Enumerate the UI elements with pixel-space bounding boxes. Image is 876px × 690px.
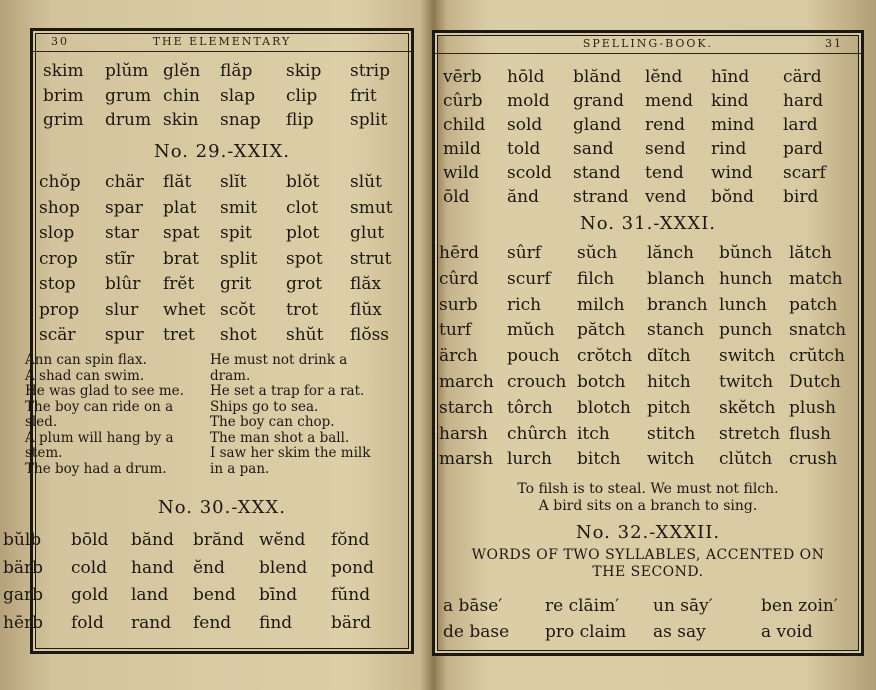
word-cell: whet	[163, 299, 206, 320]
word-cell: fŭnd	[331, 585, 371, 605]
word-cell: harsh	[439, 423, 488, 444]
word-cell: sûrf	[507, 243, 542, 263]
word-cell: told	[507, 139, 541, 159]
word-cell: ben zoin′	[761, 596, 838, 616]
lesson-31-note-line-2: A bird sits on a branch to sing.	[538, 498, 758, 514]
word-cell: scarf	[783, 163, 826, 183]
word-cell: cûrb	[443, 91, 483, 111]
word-cell: crŭtch	[789, 346, 845, 367]
word-cell: stretch	[719, 423, 781, 444]
word-cell: clŭtch	[719, 449, 773, 470]
word-cell: scŏt	[220, 299, 256, 320]
word-cell: cärd	[783, 67, 822, 87]
word-cell: fend	[193, 612, 232, 633]
word-cell: flăx	[350, 274, 382, 294]
word-cell: clot	[286, 197, 319, 218]
word-cell: frĕt	[163, 274, 195, 294]
word-cell: chŏp	[39, 172, 81, 192]
word-cell: branch	[647, 294, 708, 315]
word-cell: starch	[439, 397, 494, 418]
word-cell: mŭch	[507, 320, 555, 341]
word-cell: tôrch	[507, 397, 553, 418]
word-cell: spar	[105, 197, 143, 218]
word-cell: re clāim′	[545, 596, 620, 616]
word-cell: rich	[507, 294, 542, 315]
word-cell: bend	[193, 585, 236, 605]
word-cell: itch	[577, 423, 610, 444]
word-cell: ănd	[507, 187, 539, 207]
lesson-29-word-table	[39, 170, 410, 349]
word-cell: skip	[286, 61, 322, 81]
word-cell: switch	[719, 346, 776, 367]
word-cell: mend	[645, 91, 694, 111]
left-running-head: THE ELEMENTARY	[152, 35, 292, 48]
word-cell: tret	[163, 325, 195, 345]
word-cell: skim	[43, 61, 84, 81]
word-cell: land	[131, 585, 169, 605]
word-cell: rend	[645, 115, 686, 135]
word-cell: slop	[39, 223, 75, 243]
word-cell: prop	[39, 299, 80, 320]
word-cell: scurf	[507, 268, 551, 289]
word-cell: mild	[443, 139, 481, 159]
word-cell: as say	[653, 622, 706, 642]
word-cell: scold	[507, 163, 552, 183]
word-cell: blend	[259, 557, 308, 578]
word-cell: lătch	[789, 243, 832, 263]
word-cell: cold	[71, 557, 108, 578]
left-page	[0, 0, 422, 690]
word-cell: flŏss	[350, 325, 390, 345]
word-cell: plŭm	[105, 61, 149, 81]
word-cell: pond	[331, 557, 374, 578]
word-cell: rind	[711, 139, 747, 159]
word-cell: dĭtch	[647, 346, 691, 367]
word-cell: slap	[220, 85, 256, 106]
lesson-32-heading: No. 32.-XXXII.	[575, 522, 721, 543]
word-cell: turf	[439, 320, 472, 341]
left-page-number: 30	[51, 35, 69, 48]
word-cell: flip	[286, 110, 314, 130]
word-cell: slŭt	[350, 172, 382, 192]
word-cell: lurch	[507, 449, 552, 470]
right-top-word-table	[443, 65, 849, 209]
lesson-31-word-table	[439, 241, 861, 473]
word-cell: pro claim	[545, 622, 627, 642]
word-cell: sand	[573, 139, 614, 159]
word-cell: chin	[163, 85, 200, 106]
lesson-31-note-line-1: To filsh is to steal. We must not filch.	[517, 481, 779, 497]
word-cell: pard	[783, 139, 824, 159]
word-cell: bärb	[3, 557, 44, 578]
word-cell: lănch	[647, 243, 694, 263]
word-cell: grum	[105, 85, 152, 106]
word-cell: pătch	[577, 320, 626, 341]
word-cell: find	[259, 612, 293, 633]
word-cell: shot	[220, 325, 257, 345]
word-cell: fold	[71, 612, 104, 633]
word-cell: hērb	[3, 612, 44, 633]
word-cell: split	[220, 248, 258, 269]
lesson-29-heading: No. 29.-XXIX.	[153, 141, 291, 162]
word-cell: stand	[573, 163, 621, 183]
word-cell: wĕnd	[259, 530, 306, 550]
word-cell: flŭx	[350, 299, 382, 320]
word-cell: blotch	[577, 397, 631, 418]
word-cell: botch	[577, 371, 626, 392]
word-cell: cûrd	[439, 268, 479, 289]
lesson-30-word-table	[3, 527, 393, 637]
word-cell: Dutch	[789, 371, 841, 392]
word-cell: blanch	[647, 268, 705, 289]
word-cell: kind	[711, 91, 749, 111]
word-cell: patch	[789, 294, 838, 315]
word-cell: tend	[645, 163, 684, 183]
word-cell: punch	[719, 320, 773, 341]
word-cell: wind	[711, 163, 753, 183]
word-cell: pouch	[507, 346, 560, 367]
word-cell: gland	[573, 115, 622, 135]
lesson-32-caption-line-1: WORDS OF TWO SYLLABLES, ACCENTED ON	[471, 547, 825, 563]
word-cell: marsh	[439, 449, 494, 470]
word-cell: bŏnd	[711, 187, 754, 207]
word-cell: surb	[439, 294, 478, 315]
word-cell: slur	[105, 299, 139, 320]
word-cell: shop	[39, 197, 80, 218]
word-cell: ĕnd	[193, 557, 225, 578]
right-page	[426, 0, 876, 690]
word-cell: ōld	[443, 187, 470, 207]
word-cell: star	[105, 223, 139, 243]
word-cell: shŭt	[286, 325, 324, 345]
word-cell: bitch	[577, 449, 621, 470]
word-cell: smut	[350, 197, 393, 218]
word-cell: bănd	[131, 530, 174, 550]
word-cell: milch	[577, 294, 625, 315]
word-cell: crŏtch	[577, 346, 633, 367]
word-cell: strand	[573, 187, 629, 207]
word-cell: stanch	[647, 320, 705, 341]
word-cell: snatch	[789, 320, 847, 341]
word-cell: mold	[507, 91, 550, 111]
word-cell: blănd	[573, 67, 622, 87]
word-cell: lard	[783, 115, 818, 135]
word-cell: snap	[220, 110, 261, 130]
word-cell: smit	[220, 197, 258, 218]
word-cell: glut	[350, 223, 385, 243]
sentences-left-column: Ann can spin flax. A shad can swim. He was glad to see me. The boy can ride on a sled. A plum will hang by a stem. The boy had a drum.	[25, 352, 184, 477]
word-cell: hitch	[647, 371, 691, 392]
word-cell: skin	[163, 110, 199, 130]
word-cell: skĕtch	[719, 397, 776, 418]
lesson-32-caption-line-2: THE SECOND.	[592, 564, 704, 580]
word-cell: spit	[220, 223, 252, 243]
word-cell: sŭch	[577, 243, 618, 263]
word-cell: grand	[573, 91, 624, 111]
word-cell: mind	[711, 115, 755, 135]
word-cell: drum	[105, 110, 152, 130]
word-cell: hōld	[507, 67, 545, 87]
word-cell: un sāy′	[653, 596, 713, 616]
right-running-head: SPELLING-BOOK.	[582, 37, 714, 50]
word-cell: plush	[789, 397, 836, 418]
right-page-frame	[432, 30, 864, 656]
word-cell: chûrch	[507, 423, 568, 444]
word-cell: crouch	[507, 371, 567, 392]
word-cell: spot	[286, 248, 323, 269]
word-cell: clip	[286, 85, 318, 106]
word-cell: vērb	[443, 67, 482, 87]
right-running-header	[435, 35, 861, 54]
word-cell: rand	[131, 612, 172, 633]
word-cell: a bāse′	[443, 596, 503, 616]
word-cell: twitch	[719, 371, 774, 392]
lesson-29-sentences	[25, 353, 400, 477]
word-cell: ärch	[439, 346, 478, 367]
word-cell: hērd	[439, 243, 480, 263]
word-cell: crop	[39, 248, 78, 269]
word-cell: a void	[761, 622, 813, 642]
word-cell: bīnd	[259, 585, 298, 605]
word-cell: blŏt	[286, 172, 320, 192]
word-cell: bird	[783, 187, 819, 207]
word-cell: flush	[789, 423, 831, 444]
left-top-word-table	[43, 59, 410, 133]
word-cell: hard	[783, 91, 824, 111]
lesson-31-heading: No. 31.-XXXI.	[579, 213, 717, 234]
word-cell: strip	[350, 61, 391, 81]
word-cell: sold	[507, 115, 543, 135]
word-cell: lunch	[719, 294, 767, 315]
right-page-number: 31	[825, 37, 843, 50]
word-cell: fŏnd	[331, 530, 370, 550]
sentences-right-column: He must not drink a dram. He set a trap for a rat. Ships go to sea. The boy can chop. The man shot a ball. I saw her skim the milk in a pan.	[210, 352, 371, 477]
left-running-header	[33, 33, 411, 52]
word-cell: brim	[43, 85, 84, 106]
word-cell: flăp	[220, 61, 253, 81]
word-cell: hīnd	[711, 67, 750, 87]
word-cell: scär	[39, 325, 76, 345]
word-cell: stitch	[647, 423, 696, 444]
word-cell: hunch	[719, 268, 773, 289]
word-cell: vend	[645, 187, 687, 207]
word-cell: garb	[3, 585, 44, 605]
left-page-frame	[3, 28, 414, 654]
word-cell: march	[439, 371, 494, 392]
word-cell: split	[350, 110, 388, 130]
word-cell: strut	[350, 248, 392, 269]
word-cell: trot	[286, 299, 319, 320]
word-cell: pitch	[647, 397, 691, 418]
word-cell: stop	[39, 274, 76, 294]
word-cell: glĕn	[163, 61, 201, 81]
word-cell: child	[443, 115, 486, 135]
word-cell: bŭnch	[719, 243, 773, 263]
lesson-32-word-table	[443, 593, 857, 645]
word-cell: grim	[43, 110, 84, 130]
word-cell: stĩr	[105, 248, 135, 269]
word-cell: gold	[71, 585, 109, 605]
word-cell: witch	[647, 449, 695, 470]
word-cell: spat	[163, 223, 200, 243]
word-cell: frit	[350, 85, 377, 106]
word-cell: brat	[163, 248, 199, 269]
word-cell: slĭt	[220, 172, 247, 192]
word-cell: brănd	[193, 530, 244, 550]
word-cell: grit	[220, 274, 252, 294]
word-cell: plot	[286, 223, 320, 243]
word-cell: match	[789, 268, 843, 289]
word-cell: de base	[443, 622, 510, 642]
word-cell: bōld	[71, 530, 109, 550]
word-cell: plat	[163, 197, 197, 218]
word-cell: grot	[286, 274, 323, 294]
word-cell: crush	[789, 449, 838, 470]
word-cell: hand	[131, 557, 174, 578]
word-cell: bärd	[331, 612, 372, 633]
word-cell: chär	[105, 172, 144, 192]
word-cell: spur	[105, 325, 144, 345]
word-cell: send	[645, 139, 686, 159]
word-cell: wild	[443, 163, 480, 183]
word-cell: filch	[577, 268, 615, 289]
lesson-30-heading: No. 30.-XXX.	[158, 497, 286, 518]
word-cell: flăt	[163, 172, 192, 192]
word-cell: blûr	[105, 274, 141, 294]
word-cell: lĕnd	[645, 67, 683, 87]
word-cell: bŭlb	[3, 530, 42, 550]
